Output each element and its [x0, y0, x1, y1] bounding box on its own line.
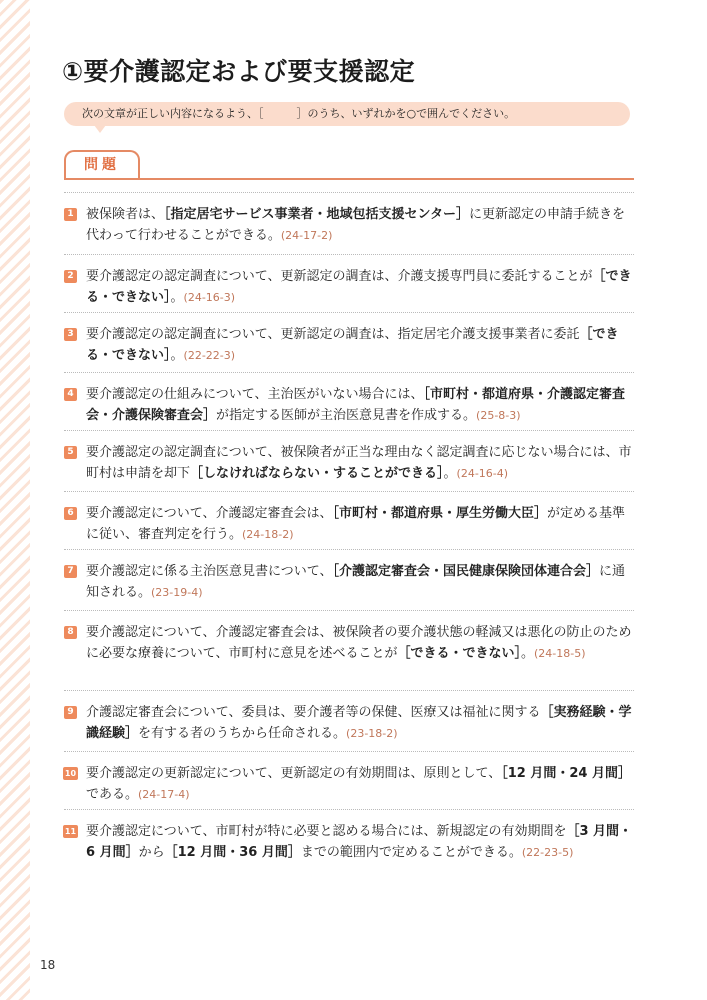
question-reference: (23-18-2) — [346, 727, 398, 740]
question-text: 要介護認定について、介護認定審査会は、［市町村・都道府県・厚生労働大臣］が定める基準に従い、審査判定を行う。(24-18-2) — [86, 506, 626, 542]
answer-choice[interactable]: ［3 月間・6 月間］ — [86, 824, 633, 860]
answer-choice[interactable]: ［市町村・都道府県・厚生労働大臣］ — [332, 506, 547, 521]
question-list — [64, 192, 634, 889]
page-title: ①要介護認定および要支援認定 — [62, 57, 416, 86]
answer-choice[interactable]: ［介護認定審査会・国民健康保険団体連合会］ — [332, 564, 599, 579]
answer-choice[interactable]: ［しなければならない・することができる］ — [190, 466, 444, 481]
section-divider — [64, 178, 634, 180]
question-reference: (24-16-3) — [183, 291, 236, 304]
question-item — [64, 690, 634, 751]
question-number-badge: 4 — [64, 388, 77, 401]
question-item — [64, 192, 634, 254]
section-label: 問題 — [64, 150, 140, 178]
question-number-badge: 10 — [64, 769, 77, 778]
question-number-badge: 9 — [64, 706, 77, 719]
question-reference: (24-18-5) — [534, 647, 586, 660]
question-text: 要介護認定の仕組みについて、主治医がいない場合には、［市町村・都道府県・介護認定審査会・介護保険審査会］が指定する医師が主治医意見書を作成する。(25-8-3) — [86, 387, 625, 423]
question-item — [64, 610, 634, 690]
question-reference: (24-17-2) — [280, 229, 333, 242]
question-reference: (22-22-3) — [183, 349, 236, 362]
question-number-badge: 2 — [64, 270, 77, 283]
question-text: 要介護認定について、介護認定審査会は、被保険者の要介護状態の軽減又は悪化の防止のために必要な療養について、市町村に意見を述べることが［できる・できない］。(24-18-5) — [86, 625, 632, 661]
question-number-badge: 5 — [64, 446, 77, 459]
answer-choice[interactable]: ［12 月間・36 月間］ — [164, 845, 301, 860]
question-number-badge: 3 — [64, 328, 77, 341]
question-item — [64, 254, 634, 312]
answer-choice[interactable]: ［指定居宅サービス事業者・地域包括支援センター］ — [164, 207, 469, 222]
question-number-badge: 8 — [64, 626, 77, 639]
question-item — [64, 549, 634, 610]
question-text: 被保険者は、［指定居宅サービス事業者・地域包括支援センター］に更新認定の申請手続きを代わって行わせることができる。(24-17-2) — [86, 207, 626, 243]
question-text: 要介護認定の更新認定について、更新認定の有効期間は、原則として、［12 月間・24 月間］である。(24-17-4) — [86, 766, 631, 802]
question-number-badge: 7 — [64, 565, 77, 578]
question-item — [64, 372, 634, 430]
question-text: 要介護認定について、市町村が特に必要と認める場合には、新規認定の有効期間を［3 月間・6 月間］から［12 月間・36 月間］までの範囲内で定めることができる。(22-23-5) — [86, 824, 633, 860]
question-item — [64, 751, 634, 809]
question-number-badge: 1 — [64, 208, 77, 221]
decorative-stripe — [0, 0, 30, 1000]
question-text: 要介護認定に係る主治医意見書について、［介護認定審査会・国民健康保険団体連合会］に通知される。(23-19-4) — [86, 564, 626, 600]
question-reference: (24-18-2) — [242, 528, 294, 541]
question-reference: (25-8-3) — [476, 409, 521, 422]
question-reference: (23-19-4) — [151, 586, 203, 599]
page-number: 18 — [40, 958, 56, 972]
question-reference: (24-17-4) — [138, 788, 190, 801]
answer-choice[interactable]: ［12 月間・24 月間］ — [501, 766, 631, 781]
instruction-text: 次の文章が正しい内容になるよう、［ ］のうち、いずれかを○で囲んでください。 — [82, 107, 516, 120]
question-reference: (24-16-4) — [456, 467, 509, 480]
question-item — [64, 809, 634, 889]
instruction-bubble — [64, 102, 630, 126]
question-number-badge: 11 — [64, 827, 77, 836]
answer-choice[interactable]: ［実務経験・学識経験］ — [86, 705, 632, 741]
question-item — [64, 430, 634, 491]
question-number-badge: 6 — [64, 507, 77, 520]
answer-choice[interactable]: ［できる・できない］ — [86, 269, 632, 305]
answer-choice[interactable]: ［できる・できない］ — [397, 646, 521, 661]
question-item — [64, 312, 634, 372]
question-reference: (22-23-5) — [521, 846, 574, 859]
question-text: 要介護認定の認定調査について、被保険者が正当な理由なく認定調査に応じない場合には、市町村は申請を却下［しなければならない・することができる］。(24-16-4) — [86, 445, 632, 481]
question-text: 介護認定審査会について、委員は、要介護者等の保健、医療又は福祉に関する［実務経験・学識経験］を有する者のうちから任命される。(23-18-2) — [86, 705, 632, 741]
question-text: 要介護認定の認定調査について、更新認定の調査は、指定居宅介護支援事業者に委託［できる・できない］。(22-22-3) — [86, 327, 619, 363]
question-text: 要介護認定の認定調査について、更新認定の調査は、介護支援専門員に委託することが［できる・できない］。(24-16-3) — [86, 269, 632, 305]
question-item — [64, 491, 634, 549]
answer-choice[interactable]: ［市町村・都道府県・介護認定審査会・介護保険審査会］ — [86, 387, 625, 423]
answer-choice[interactable]: ［できる・できない］ — [86, 327, 619, 363]
